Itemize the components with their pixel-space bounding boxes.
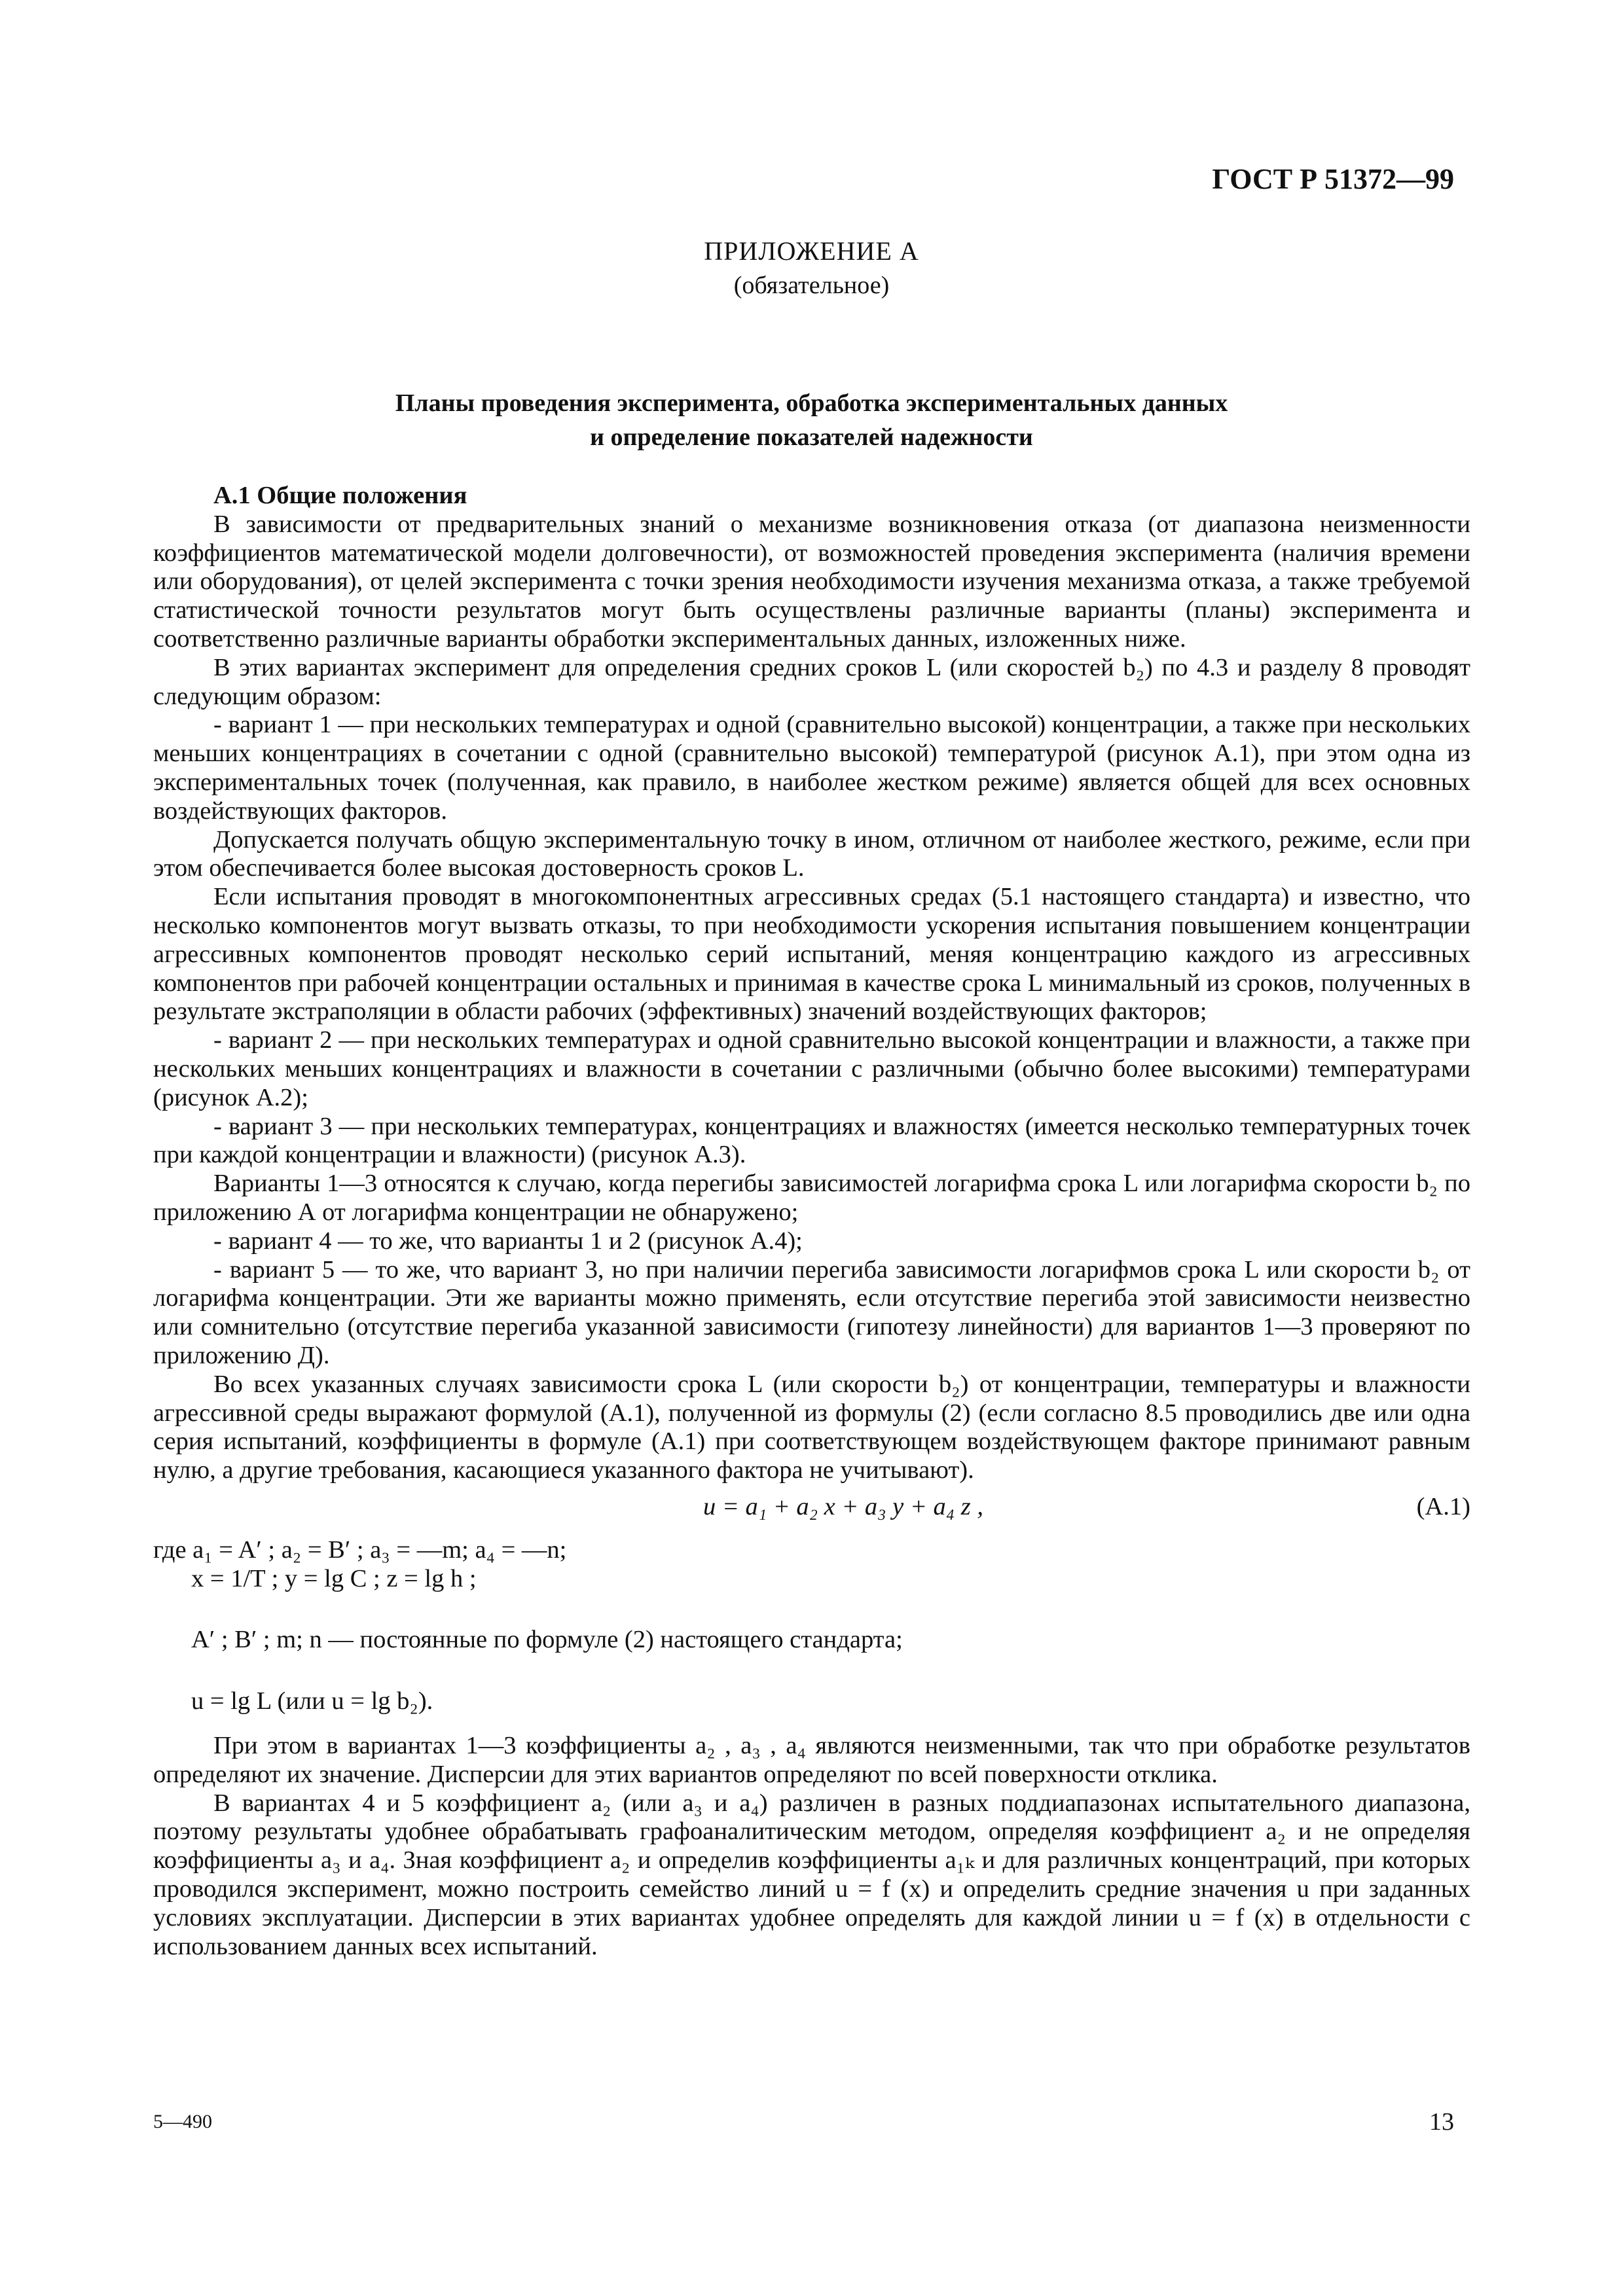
paragraph: - вариант 3 — при нескольких температурах, концентрациях и влажностях (имеется несколько температурных точек при каждой концентрации и влажности) (рисунок А.3).: [153, 1112, 1470, 1169]
paragraph: В вариантах 4 и 5 коэффициент a₂ (или a₃ и a₄) различен в разных поддиапазонах испытательного диапазона, поэтому результаты удобнее обрабатывать графоаналитическим методом, определяя коэффициент a₂ и не определяя коэффициенты a₃ и a₄. Зная коэффициент a₂ и определив коэффициенты a₁ₖ и для различных концентраций, при которых проводился эксперимент, можно построить семейство линий u = f (x) и определить средние значения u при заданных условиях эксплуатации. Дисперсии в этих вариантах удобнее определять для каждой линии u = f (x) в отдельности с использованием данных всех испытаний.: [153, 1789, 1470, 1960]
print-code: 5—490: [153, 2111, 212, 2132]
paragraph: В этих вариантах эксперимент для определения средних сроков L (или скоростей b₂) по 4.3 и разделу 8 проводят следующим образом:: [153, 653, 1470, 710]
legend-line: x = 1/T ; y = lg C ; z = lg h ;: [191, 1564, 477, 1592]
body-text: [153, 482, 1470, 1961]
appendix-label: ПРИЛОЖЕНИЕ А: [704, 236, 919, 266]
legend-line: где a₁ = A′ ; a₂ = B′ ; a₃ = —m; a₄ = —n;: [153, 1535, 567, 1564]
formula-number: (А.1): [1416, 1492, 1470, 1520]
paragraph: Допускается получать общую экспериментальную точку в ином, отличном от наиболее жесткого, режиме, если при этом обеспечивается более высокая достоверность сроков L.: [153, 825, 1470, 882]
formula-expression: u = a₁ + a₂ x + a₃ y + a₄ z ,: [703, 1492, 983, 1520]
legend-line: u = lg L (или u = lg b₂).: [191, 1687, 433, 1715]
paragraph: - вариант 1 — при нескольких температурах и одной (сравнительно высокой) концентрации, а также при нескольких меньших концентрациях в сочетании с одной (сравнительно высокой) температурой (рисунок А.1), при этом одна из экспериментальных точек (полученная, как правило, в наиболее жестком режиме) является общей для всех основных воздействующих факторов.: [153, 711, 1470, 825]
formula-legend: [153, 1536, 1470, 1716]
paragraph: - вариант 5 — то же, что вариант 3, но при наличии перегиба зависимости логарифмов срока L или скорости b₂ от логарифма концентрации. Эти же варианты можно применять, если отсутствие перегиба этой зависимости неизвестно или сомнительно (отсутствие перегиба указанной зависимости (гипотезу линейности) для вариантов 1—3 проверяют по приложению Д).: [153, 1255, 1470, 1369]
section-heading: А.1 Общие положения: [213, 482, 467, 509]
appendix-status: (обязательное): [733, 272, 890, 299]
legend-line: A′ ; B′ ; m; n — постоянные по формуле (2) настоящего стандарта;: [191, 1626, 903, 1654]
paragraph: - вариант 2 — при нескольких температурах и одной сравнительно высокой концентрации и влажности, а также при нескольких меньших концентрациях и влажности в сочетании с различными (обычно более высокими) температурами (рисунок А.2);: [153, 1026, 1470, 1111]
title-line-2: и определение показателей надежности: [590, 423, 1033, 451]
paragraph: Если испытания проводят в многокомпонентных агрессивных средах (5.1 настоящего стандарта) и известно, что несколько компонентов могут вызвать отказы, то при необходимости ускорения испытания повышением концентрации агрессивных компонентов проводят несколько серий испытаний, меняя концентрацию каждого из агрессивных компонентов при рабочей концентрации остальных и принимая в качестве срока L минимальный из сроков, полученных в результате экстраполяции в области рабочих (эффективных) значений воздействующих факторов;: [153, 883, 1470, 1026]
paragraph: Варианты 1—3 относятся к случаю, когда перегибы зависимостей логарифма срока L или логарифма скорости b₂ по приложению А от логарифма концентрации не обнаружено;: [153, 1170, 1470, 1226]
page-number: 13: [1429, 2108, 1454, 2136]
formula-a1: [153, 1485, 1470, 1534]
paragraph: В зависимости от предварительных знаний о механизме возникновения отказа (от диапазона неизменности коэффициентов математической модели долговечности), от возможностей проведения эксперимента (наличия времени или оборудования), от целей эксперимента с точки зрения необходимости изучения механизма отказа, а также требуемой статистической точности результатов могут быть осуществлены различные варианты (планы) эксперимента и соответственно различные варианты обработки экспериментальных данных, изложенных ниже.: [153, 510, 1470, 653]
paragraph: При этом в вариантах 1—3 коэффициенты a₂ , a₃ , a₄ являются неизменными, так что при обработке результатов определяют их значение. Дисперсии для этих вариантов определяют по всей поверхности отклика.: [153, 1732, 1470, 1788]
standard-number: ГОСТ Р 51372—99: [1212, 163, 1454, 195]
paragraph: Во всех указанных случаях зависимости срока L (или скорости b₂) от концентрации, температуры и влажности агрессивной среды выражают формулой (А.1), полученной из формулы (2) (если согласно 8.5 проводились две или одна серия испытаний, коэффициенты в формуле (А.1) при соответствующем воздействующем факторе принимают равным нулю, а другие требования, касающиеся указанного фактора не учитывают).: [153, 1370, 1470, 1484]
title-line-1: Планы проведения эксперимента, обработка экспериментальных данных: [395, 389, 1228, 417]
paragraph: - вариант 4 — то же, что варианты 1 и 2 (рисунок А.4);: [213, 1227, 803, 1255]
appendix-title: [0, 386, 1623, 454]
